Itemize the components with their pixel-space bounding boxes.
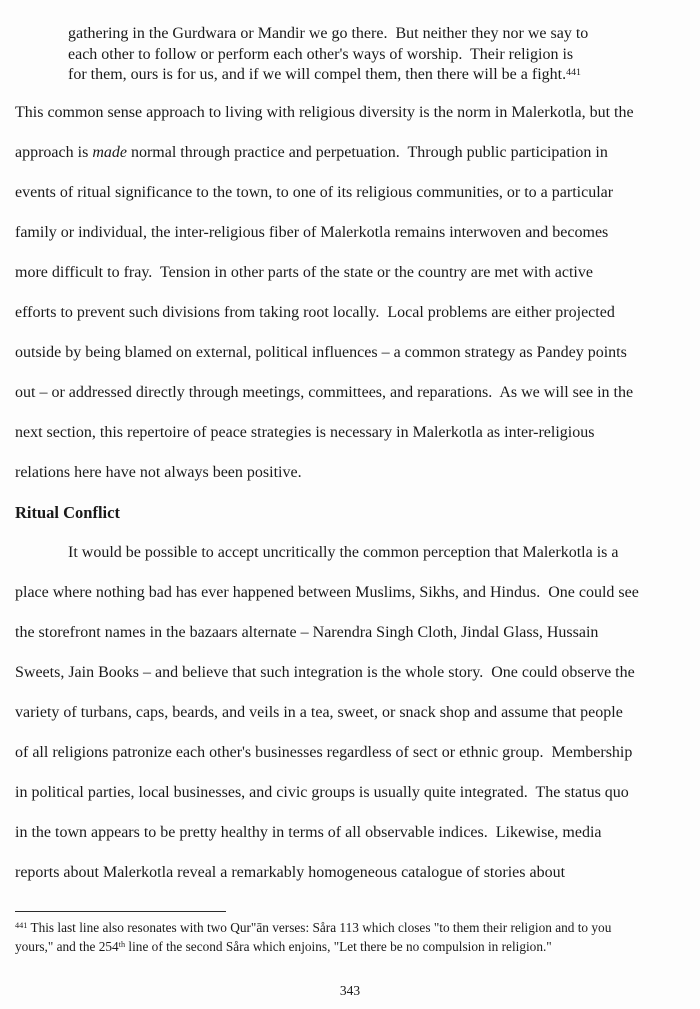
text-line: variety of turbans, caps, beards, and veils in a tea, sweet, or snack shop and assume that people (15, 703, 623, 721)
page-number: 343 (339, 983, 361, 998)
text-line: place where nothing bad has ever happened between Muslims, Sikhs, and Hindus. One could see (15, 583, 639, 601)
footnote (15, 919, 687, 956)
text-line: $^{441}$ This last line also resonates with two Qur"ān verses: Såra 113 which closes "to them their religion and to you (15, 920, 612, 935)
text-line: relations here have not always been positive. (15, 463, 302, 481)
text-line: more difficult to fray. Tension in other parts of the state or the country are met with active (15, 263, 593, 281)
text-line: family or individual, the inter-religious fiber of Malerkotla remains interwoven and becomes (15, 223, 609, 241)
footnote-separator (15, 911, 226, 912)
body-text (15, 93, 685, 893)
footnote-reference: th (118, 939, 126, 949)
text-line: for them, ours is for us, and if we will compel them, then there will be a fight.$^{441}$ (68, 66, 581, 83)
text-line: next section, this repertoire of peace strategies is necessary in Malerkotla as inter-religious (15, 423, 595, 441)
block-quote (68, 24, 685, 86)
text-line: events of ritual significance to the town, to one of its religious communities, or to a particular (15, 183, 614, 201)
text-line: It would be possible to accept uncritically the common perception that Malerkotla is a (15, 543, 619, 561)
section-heading: Ritual Conflict (15, 502, 120, 522)
text-line: each other to follow or perform each other's ways of worship. Their religion is (68, 45, 574, 63)
text-line: yours," and the 254th line of the second Såra which enjoins, "Let there be no compulsion in religion." (15, 938, 552, 954)
text-line: out – or addressed directly through meetings, committees, and reparations. As we will see in the (15, 383, 634, 401)
text-line: approach is made normal through practice and perpetuation. Through public participation in (15, 143, 608, 161)
text-line: the storefront names in the bazaars alternate – Narendra Singh Cloth, Jindal Glass, Hussain (15, 623, 599, 641)
text-line: This common sense approach to living with religious diversity is the norm in Malerkotla, but the (15, 103, 634, 121)
footnote-reference: 441 (566, 66, 581, 78)
text-line: Sweets, Jain Books – and believe that such integration is the whole story. One could observe the (15, 663, 635, 681)
text-line: in political parties, local businesses, and civic groups is usually quite integrated. The status quo (15, 783, 629, 801)
text-line: outside by being blamed on external, political influences – a common strategy as Pandey points (15, 343, 627, 361)
text-line: reports about Malerkotla reveal a remarkably homogeneous catalogue of stories about (15, 863, 566, 881)
footnote-reference: 441 (15, 921, 28, 931)
paragraph-1 (15, 93, 685, 493)
text-line: of all religions patronize each other's businesses regardless of sect or ethnic group. Membership (15, 743, 633, 761)
text-line: efforts to prevent such divisions from taking root locally. Local problems are either projected (15, 303, 615, 321)
text-line: in the town appears to be pretty healthy in terms of all observable indices. Likewise, media (15, 823, 602, 841)
text-line: gathering in the Gurdwara or Mandir we go there. But neither they nor we say to (68, 25, 589, 42)
paragraph-2 (15, 533, 685, 893)
